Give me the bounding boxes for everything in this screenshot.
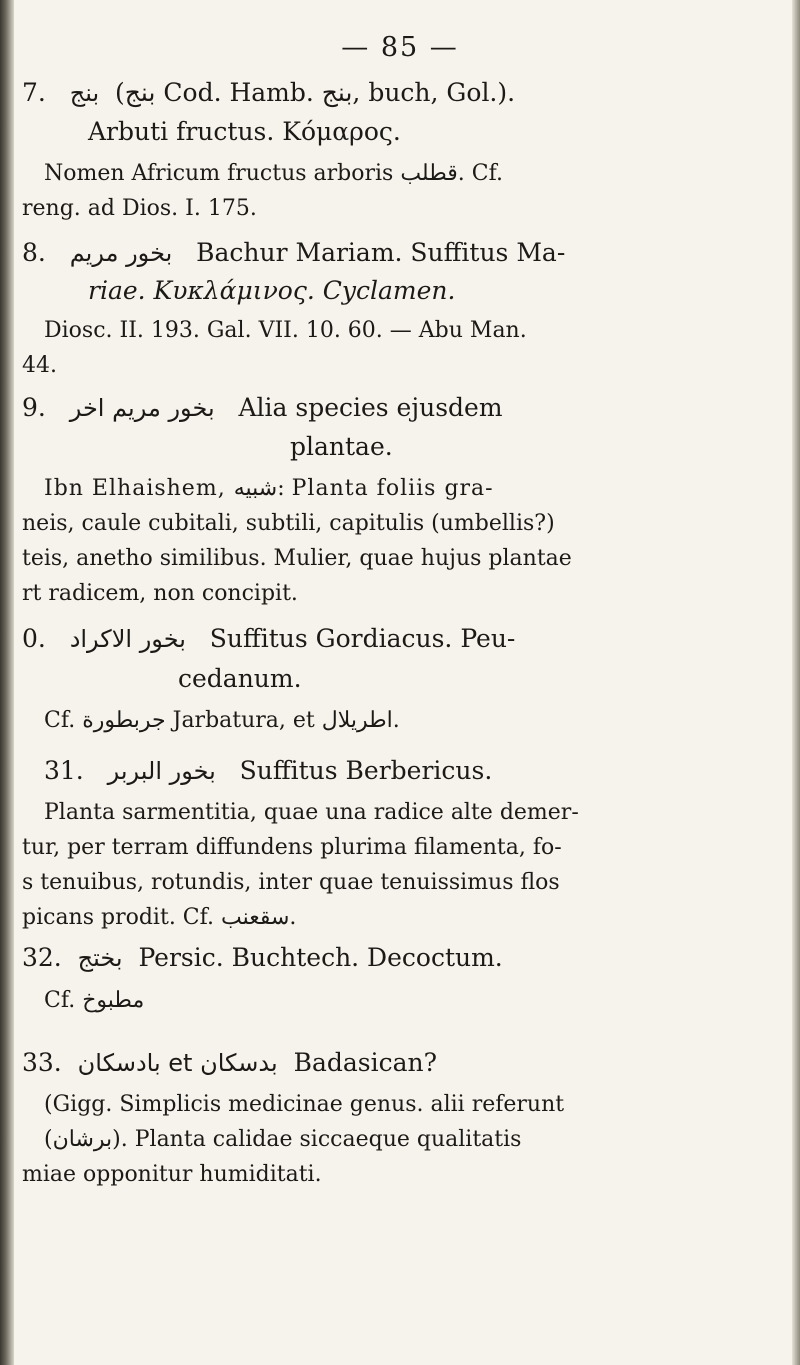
arabic-term: بدسكان et بادسكان	[77, 1049, 278, 1077]
entry-31-line-5: picans prodit. Cf. سقعنب.	[22, 905, 297, 930]
entry-9-line-6: rt radicem, non concipit.	[22, 581, 298, 606]
entry-30-line-3: Cf. جربطورة Jarbatura, et اطريلال.	[44, 708, 400, 733]
entry-31-line-3: tur, per terram diffundens plurima filamenta, fo-	[22, 835, 562, 860]
entry-33-line-4: miae opponitur humiditati.	[22, 1162, 322, 1187]
entry-7-line-3: Nomen Africum fructus arboris قطلب. Cf.	[44, 161, 503, 186]
entry-33-line-3: (برشان). Planta calidae siccaeque qualitatis	[44, 1127, 522, 1152]
entry-33-line-1: 33. بدسكان et بادسكان Badasican?	[22, 1048, 438, 1077]
arabic-term: بخور مريم	[69, 239, 173, 267]
entry-7-line-1: 7. بنج (بنج Cod. Hamb. بنج, buch, Gol.).	[22, 78, 516, 107]
page-edge	[792, 0, 800, 1365]
entry-9-line-3: Ibn Elhaishem, شبيه: Planta foliis gra-	[44, 476, 494, 501]
entry-8-line-3: Diosc. II. 193. Gal. VII. 10. 60. — Abu Man.	[44, 318, 527, 343]
entry-7-line-4: reng. ad Dios. I. 175.	[22, 196, 257, 221]
entry-9-line-5: teis, anetho similibus. Mulier, quae hujus plantae	[22, 546, 572, 571]
entry-7-line-2: Arbuti fructus. Κόμαρος.	[88, 117, 401, 146]
page-number: — 85 —	[341, 32, 459, 63]
entry-33-line-2: (Gigg. Simplicis medicinae genus. alii referunt	[44, 1092, 565, 1117]
entry-32-line-1: 32. بختج Persic. Buchtech. Decoctum.	[22, 943, 503, 972]
arabic-term: بختج	[77, 944, 123, 972]
entry-9-line-4: neis, caule cubitali, subtili, capitulis (umbellis?)	[22, 511, 555, 536]
arabic-term: بخور الاكراد	[69, 625, 186, 653]
entry-31-line-1: 31. بخور البربر Suffitus Berbericus.	[44, 756, 493, 785]
entry-8-line-1: 8. بخور مريم Bachur Mariam. Suffitus Ma-	[22, 238, 566, 267]
arabic-term: بنج	[69, 79, 100, 107]
entry-8-line-4: 44.	[22, 353, 57, 378]
arabic-term: بخور مريم اخر	[69, 394, 215, 422]
entry-30-line-1: 0. بخور الاكراد Suffitus Gordiacus. Peu-	[22, 624, 516, 653]
entry-30-line-2: cedanum.	[178, 664, 302, 693]
entry-31-line-2: Planta sarmentitia, quae una radice alte demer-	[44, 800, 579, 825]
entry-8-line-2: riae. Κυκλάμινος. Cyclamen.	[88, 276, 456, 305]
entry-32-line-2: Cf. مطبوخ	[44, 988, 145, 1013]
binding-shadow	[0, 0, 14, 1365]
entry-31-line-4: s tenuibus, rotundis, inter quae tenuissimus flos	[22, 870, 560, 895]
entry-9-line-1: 9. بخور مريم اخر Alia species ejusdem	[22, 393, 503, 422]
entry-9-line-2: plantae.	[290, 432, 393, 461]
arabic-term: بخور البربر	[107, 757, 216, 785]
